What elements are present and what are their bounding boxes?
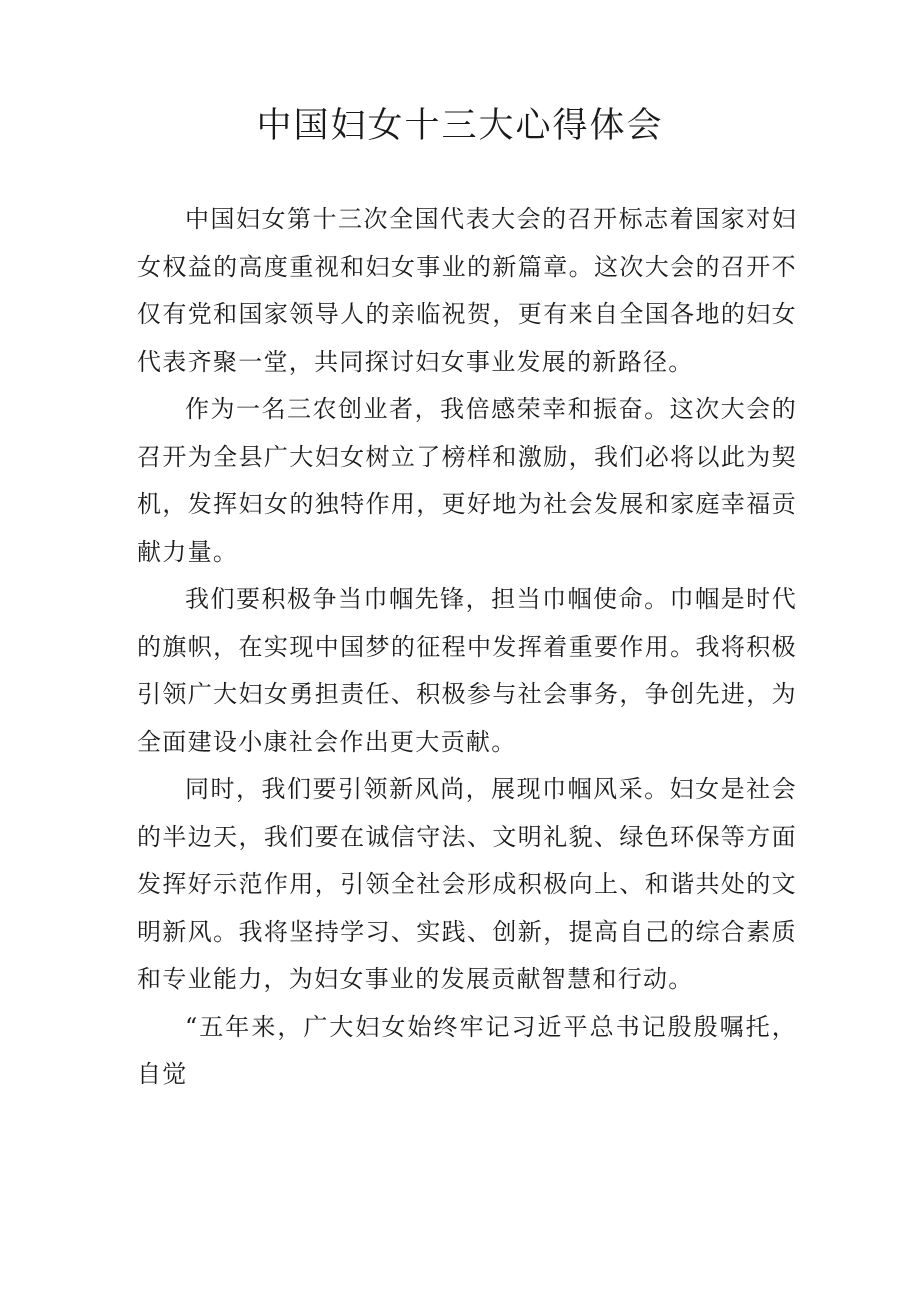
paragraph-3: 我们要积极争当巾帼先锋，担当巾帼使命。巾帼是时代的旗帜，在实现中国梦的征程中发挥着重要作用。我将积极引领广大妇女勇担责任、积极参与社会事务，争创先进，为全面建设小康社会作出更大贡献。 [137,585,797,756]
paragraph-2: 作为一名三农创业者，我倍感荣幸和振奋。这次大会的召开为全县广大妇女树立了榜样和激励，我们必将以此为契机，发挥妇女的独特作用，更好地为社会发展和家庭幸福贡献力量。 [137,395,797,566]
paragraph-1: 中国妇女第十三次全国代表大会的召开标志着国家对妇女权益的高度重视和妇女事业的新篇章。这次大会的召开不仅有党和国家领导人的亲临祝贺，更有来自全国各地的妇女代表齐聚一堂，共同探讨妇女事业发展的新路径。 [137,205,797,376]
paragraph-5: “五年来，广大妇女始终牢记习近平总书记殷殷嘱托，自觉 [137,1012,797,1088]
paragraph-4: 同时，我们要引领新风尚，展现巾帼风采。妇女是社会的半边天，我们要在诚信守法、文明礼貌、绿色环保等方面发挥好示范作用，引领全社会形成积极向上、和谐共处的文明新风。我将坚持学习、实践、创新，提高自己的综合素质和专业能力，为妇女事业的发展贡献智慧和行动。 [137,775,797,993]
document-title: 中国妇女十三大心得体会 [256,106,664,146]
document-body [137,196,797,1099]
